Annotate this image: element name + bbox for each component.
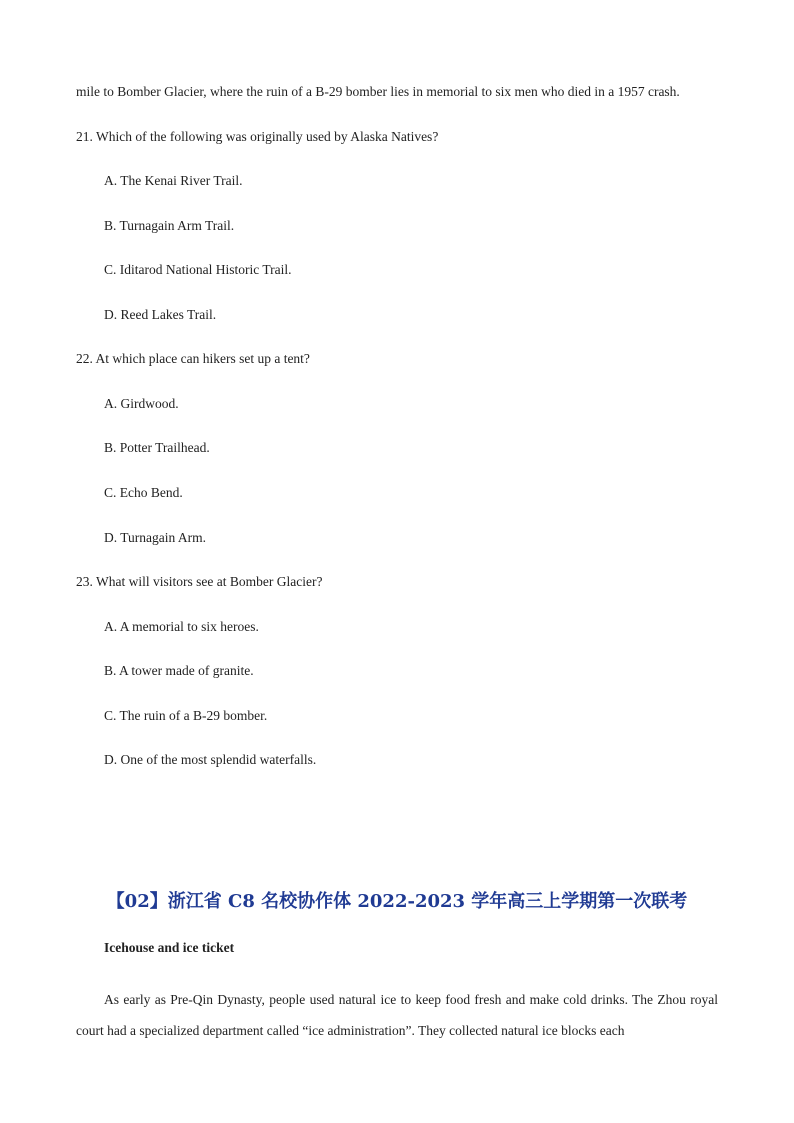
question-21-option-c: C. Iditarod National Historic Trail. bbox=[104, 262, 292, 277]
passage-continuation-line: mile to Bomber Glacier, where the ruin of a B-29 bomber lies in memorial to six men who died in a 1957 crash. bbox=[76, 84, 680, 99]
question-21-option-d: D. Reed Lakes Trail. bbox=[104, 307, 217, 322]
question-21-option-a: A. The Kenai River Trail. bbox=[104, 173, 243, 188]
question-21-option-b: B. Turnagain Arm Trail. bbox=[104, 218, 235, 233]
question-23-option-b: B. A tower made of granite. bbox=[104, 663, 254, 678]
question-21-stem: 21. Which of the following was originally used by Alaska Natives? bbox=[76, 129, 439, 144]
question-22-option-d: D. Turnagain Arm. bbox=[104, 530, 207, 545]
question-22-option-a: A. Girdwood. bbox=[104, 396, 179, 411]
question-22-option-c: C. Echo Bend. bbox=[104, 485, 183, 500]
question-23-stem: 23. What will visitors see at Bomber Glacier? bbox=[76, 574, 323, 589]
section-heading: 【02】浙江省 C8 名校协作体 2022-2023 学年高三上学期第一次联考 bbox=[106, 891, 688, 912]
question-23-option-d: D. One of the most splendid waterfalls. bbox=[104, 752, 317, 767]
question-23-option-a: A. A memorial to six heroes. bbox=[104, 619, 259, 634]
passage-title: Icehouse and ice ticket bbox=[104, 940, 235, 955]
question-22-option-b: B. Potter Trailhead. bbox=[104, 440, 210, 455]
question-22-stem: 22. At which place can hikers set up a tent? bbox=[76, 351, 310, 366]
passage-paragraph: As early as Pre-Qin Dynasty, people used natural ice to keep food fresh and make cold drinks. The Zhou royal court had a specialized department called “ice administration”. They collected natural ice blocks each bbox=[76, 992, 718, 1038]
question-23-option-c: C. The ruin of a B-29 bomber. bbox=[104, 708, 268, 723]
